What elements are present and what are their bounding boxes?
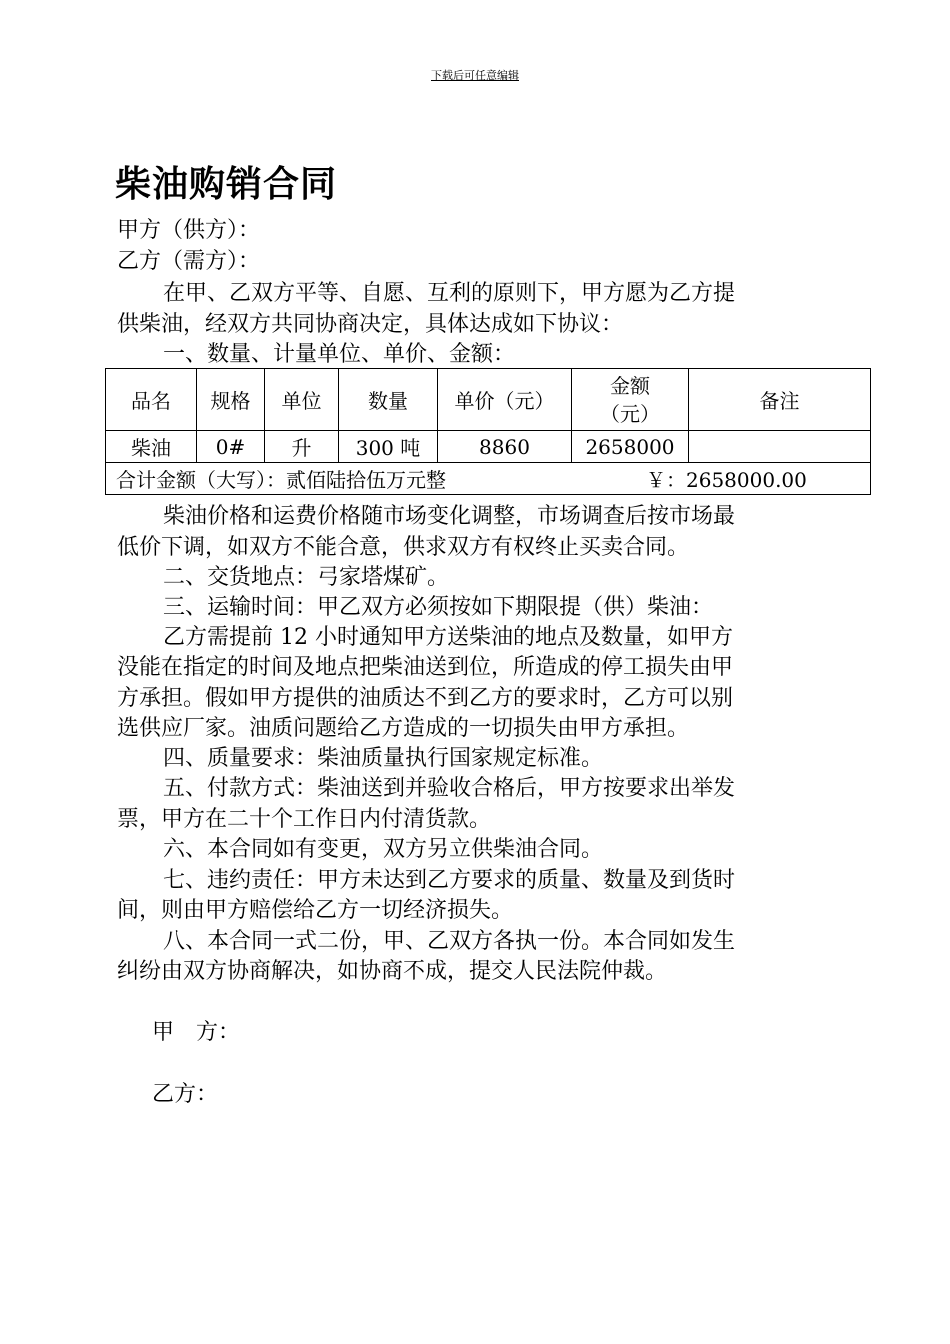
intro-line-2: 供柴油，经双方共同协商决定，具体达成如下协议： (117, 312, 624, 337)
section-8-line-1: 八、本合同一式二份，甲、乙双方各执一份。本合同如发生 (163, 929, 736, 954)
cell-unit-price: 8860 (438, 431, 572, 463)
cell-amount: 2658000 (572, 431, 689, 463)
section-3-line-3: 方承担。假如甲方提供的油质达不到乙方的要求时，乙方可以别 (117, 686, 734, 711)
section-7-line-2: 间，则由甲方赔偿给乙方一切经济损失。 (117, 898, 514, 923)
total-cell (106, 463, 871, 495)
section-3-heading: 三、运输时间：甲乙双方必须按如下期限提（供）柴油： (163, 595, 714, 620)
section-3-line-1: 乙方需提前 12 小时通知甲方送柴油的地点及数量，如甲方 (163, 625, 733, 650)
section-3-line-4: 选供应厂家。油质问题给乙方造成的一切损失由甲方承担。 (117, 716, 690, 741)
section-3-line-2: 没能在指定的时间及地点把柴油送到位，所造成的停工损失由甲 (117, 655, 734, 680)
section-7-line-1: 七、违约责任：甲方未达到乙方要求的质量、数量及到货时 (163, 868, 736, 893)
party-a-label: 甲方（供方）： (117, 218, 261, 243)
total-amount-number: ￥：2658000.00 (646, 468, 807, 492)
intro-line-1: 在甲、乙双方平等、自愿、互利的原则下，甲方愿为乙方提 (163, 281, 736, 306)
cell-product-name: 柴油 (106, 431, 197, 463)
price-note-line-2: 低价下调，如双方不能合意，供求双方有权终止买卖合同。 (117, 535, 690, 560)
section-2: 二、交货地点：弓家塔煤矿。 (163, 565, 450, 590)
cell-quantity: 300 吨 (339, 431, 438, 463)
signature-party-b: 乙方： (152, 1082, 219, 1107)
table-total-row (106, 463, 871, 495)
header-spec: 规格 (197, 369, 265, 431)
header-product-name: 品名 (106, 369, 197, 431)
header-amount-line-2: （元） (600, 401, 660, 426)
section-4: 四、质量要求：柴油质量执行国家规定标准。 (163, 746, 604, 771)
header-unit-price: 单价（元） (438, 369, 572, 431)
section-5-line-2: 票，甲方在二十个工作日内付清货款。 (117, 807, 492, 832)
party-b-label: 乙方（需方）： (117, 249, 261, 274)
cell-unit: 升 (265, 431, 339, 463)
signature-party-a: 甲 方： (152, 1020, 241, 1045)
header-amount (572, 369, 689, 431)
header-quantity: 数量 (339, 369, 438, 431)
items-table (105, 368, 871, 495)
total-amount-words: 合计金额（大写）：贰佰陆拾伍万元整 (116, 468, 446, 492)
price-note-line-1: 柴油价格和运费价格随市场变化调整，市场调查后按市场最 (163, 504, 736, 529)
cell-spec: 0# (197, 431, 265, 463)
header-note: 下载后可任意编辑 (431, 69, 519, 82)
cell-remarks (689, 431, 871, 463)
table-header-row (106, 369, 871, 431)
header-remarks: 备注 (689, 369, 871, 431)
section-8-line-2: 纠纷由双方协商解决，如协商不成，提交人民法院仲裁。 (117, 959, 668, 984)
document-title: 柴油购销合同 (115, 164, 338, 205)
section-6: 六、本合同如有变更，双方另立供柴油合同。 (163, 837, 604, 862)
section-1-heading: 一、数量、计量单位、单价、金额： (163, 342, 516, 367)
section-5-line-1: 五、付款方式：柴油送到并验收合格后，甲方按要求出举发 (163, 776, 736, 801)
table-row (106, 431, 871, 463)
header-amount-line-1: 金额 (610, 373, 650, 398)
header-unit: 单位 (265, 369, 339, 431)
